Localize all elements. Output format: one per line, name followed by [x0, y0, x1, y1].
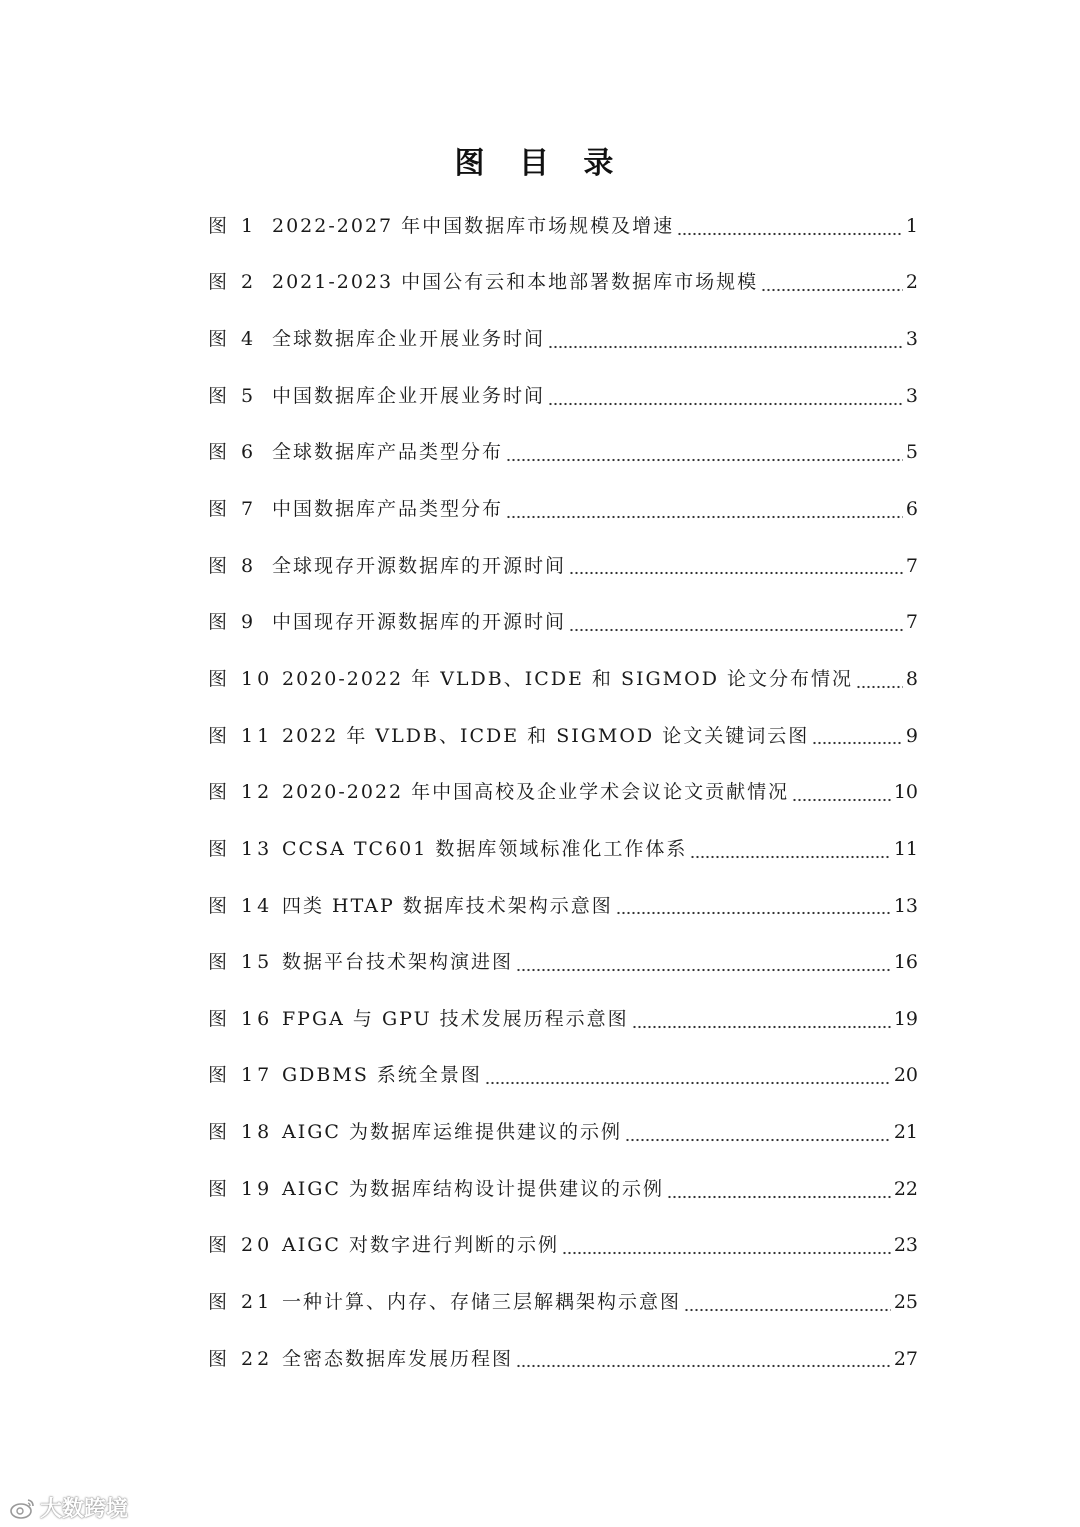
toc-entry-page-number: 16: [893, 951, 918, 974]
toc-entry-title: GDBMS 系统全景图: [282, 1064, 482, 1087]
toc-entry-title: 全球数据库产品类型分布: [272, 441, 504, 464]
toc-entry-label: 图 12: [208, 781, 274, 804]
toc-entry-page-number: 13: [893, 894, 918, 917]
toc-entry-label: 图 7: [208, 498, 258, 521]
dot-leader: [667, 1195, 891, 1199]
toc-entry-page-number: 23: [893, 1234, 918, 1257]
dot-leader: [569, 628, 903, 632]
toc-entry[interactable]: [208, 481, 918, 538]
toc-entry[interactable]: [208, 878, 918, 935]
dot-leader: [562, 1251, 891, 1255]
toc-entry[interactable]: [208, 368, 918, 425]
toc-entry-page-number: 3: [905, 328, 918, 351]
toc-entry[interactable]: [208, 1104, 918, 1161]
dot-leader: [569, 571, 903, 575]
toc-entry-label: 图 15: [208, 951, 274, 974]
toc-entry-label: 图 14: [208, 894, 274, 917]
toc-entry-page-number: 27: [893, 1347, 918, 1370]
toc-entry-label: 图 5: [208, 384, 258, 407]
toc-entry[interactable]: [208, 1274, 918, 1331]
toc-entry-title: 中国数据库企业开展业务时间: [272, 384, 546, 407]
toc-entry-page-number: 19: [893, 1007, 918, 1030]
toc-entry-title: 2020-2022 年 VLDB、ICDE 和 SIGMOD 论文分布情况: [282, 667, 853, 690]
dot-leader: [684, 1308, 891, 1312]
toc-entry[interactable]: [208, 311, 918, 368]
toc-entry[interactable]: [208, 1048, 918, 1105]
toc-entry-page-number: 25: [893, 1290, 918, 1313]
toc-entry-label: 图 21: [208, 1290, 274, 1313]
dot-leader: [625, 1138, 891, 1142]
toc-entry-page-number: 11: [893, 837, 918, 860]
toc-entry-title: 四类 HTAP 数据库技术架构示意图: [282, 894, 613, 917]
page-title: 图 目 录: [454, 146, 626, 181]
toc-entry-title: AIGC 为数据库运维提供建议的示例: [282, 1121, 622, 1144]
dot-leader: [506, 515, 903, 519]
toc-entry-label: 图 10: [208, 667, 274, 690]
dot-leader: [761, 288, 903, 292]
toc-entry-label: 图 20: [208, 1234, 274, 1257]
toc-entry-page-number: 20: [893, 1064, 918, 1087]
toc-entry-page-number: 7: [905, 611, 918, 634]
toc-entry-title: 2022-2027 年中国数据库市场规模及增速: [272, 214, 675, 237]
toc-entry[interactable]: [208, 594, 918, 651]
toc-entry[interactable]: [208, 255, 918, 312]
toc-entry-page-number: 22: [893, 1177, 918, 1200]
toc-entry-label: 图 18: [208, 1121, 274, 1144]
dot-leader: [632, 1025, 891, 1029]
toc-entry-title: 全球数据库企业开展业务时间: [272, 328, 546, 351]
toc-entry[interactable]: [208, 198, 918, 255]
toc-entry-page-number: 7: [905, 554, 918, 577]
figure-table-of-contents: [208, 198, 918, 1387]
toc-entry-label: 图 16: [208, 1007, 274, 1030]
toc-entry-label: 图 17: [208, 1064, 274, 1087]
dot-leader: [690, 855, 890, 859]
toc-entry-page-number: 5: [905, 441, 918, 464]
toc-entry-title: CCSA TC601 数据库领域标准化工作体系: [282, 837, 688, 860]
toc-entry[interactable]: [208, 1161, 918, 1218]
watermark: [10, 1492, 128, 1523]
toc-entry-label: 图 1: [208, 214, 258, 237]
toc-entry-title: AIGC 对数字进行判断的示例: [282, 1234, 559, 1257]
toc-entry[interactable]: [208, 708, 918, 765]
toc-entry-title: 2022 年 VLDB、ICDE 和 SIGMOD 论文关键词云图: [282, 724, 810, 747]
toc-entry-label: 图 11: [208, 724, 274, 747]
toc-entry-label: 图 9: [208, 611, 258, 634]
toc-entry-title: 2021-2023 中国公有云和本地部署数据库市场规模: [272, 271, 759, 294]
dot-leader: [548, 402, 903, 406]
toc-entry[interactable]: [208, 651, 918, 708]
toc-entry-page-number: 3: [905, 384, 918, 407]
toc-entry[interactable]: [208, 1218, 918, 1275]
toc-entry-label: 图 4: [208, 328, 258, 351]
toc-entry-title: 中国现存开源数据库的开源时间: [272, 611, 567, 634]
toc-entry[interactable]: [208, 425, 918, 482]
toc-entry-page-number: 21: [893, 1121, 918, 1144]
toc-entry[interactable]: [208, 1331, 918, 1388]
toc-entry-label: 图 8: [208, 554, 258, 577]
toc-entry[interactable]: [208, 764, 918, 821]
toc-entry-page-number: 10: [893, 781, 918, 804]
toc-entry-title: 中国数据库产品类型分布: [272, 498, 504, 521]
dot-leader: [548, 345, 903, 349]
toc-entry-title: 2020-2022 年中国高校及企业学术会议论文贡献情况: [282, 781, 790, 804]
toc-entry-label: 图 13: [208, 837, 274, 860]
toc-entry-title: AIGC 为数据库结构设计提供建议的示例: [282, 1177, 664, 1200]
toc-entry-label: 图 19: [208, 1177, 274, 1200]
toc-entry-page-number: 8: [905, 667, 918, 690]
dot-leader: [677, 232, 903, 236]
toc-entry-title: 全密态数据库发展历程图: [282, 1347, 514, 1370]
dot-leader: [516, 1364, 891, 1368]
toc-entry-title: FPGA 与 GPU 技术发展历程示意图: [282, 1007, 629, 1030]
dot-leader: [812, 741, 903, 745]
toc-entry-label: 图 6: [208, 441, 258, 464]
toc-entry[interactable]: [208, 991, 918, 1048]
toc-entry[interactable]: [208, 821, 918, 878]
dot-leader: [485, 1081, 891, 1085]
toc-entry[interactable]: [208, 934, 918, 991]
toc-entry-label: 图 22: [208, 1347, 274, 1370]
weibo-logo-icon: [10, 1497, 36, 1519]
dot-leader: [506, 458, 903, 462]
toc-entry-title: 数据平台技术架构演进图: [282, 951, 514, 974]
toc-entry-page-number: 2: [905, 271, 918, 294]
dot-leader: [792, 798, 891, 802]
toc-entry-title: 全球现存开源数据库的开源时间: [272, 554, 567, 577]
watermark-text: 大数跨境: [40, 1497, 129, 1522]
dot-leader: [616, 911, 891, 915]
dot-leader: [516, 968, 891, 972]
toc-entry-page-number: 6: [905, 498, 918, 521]
dot-leader: [856, 685, 903, 689]
toc-entry-page-number: 1: [905, 214, 918, 237]
toc-entry[interactable]: [208, 538, 918, 595]
toc-entry-label: 图 2: [208, 271, 258, 294]
toc-entry-title: 一种计算、内存、存储三层解耦架构示意图: [282, 1290, 682, 1313]
toc-entry-page-number: 9: [905, 724, 918, 747]
